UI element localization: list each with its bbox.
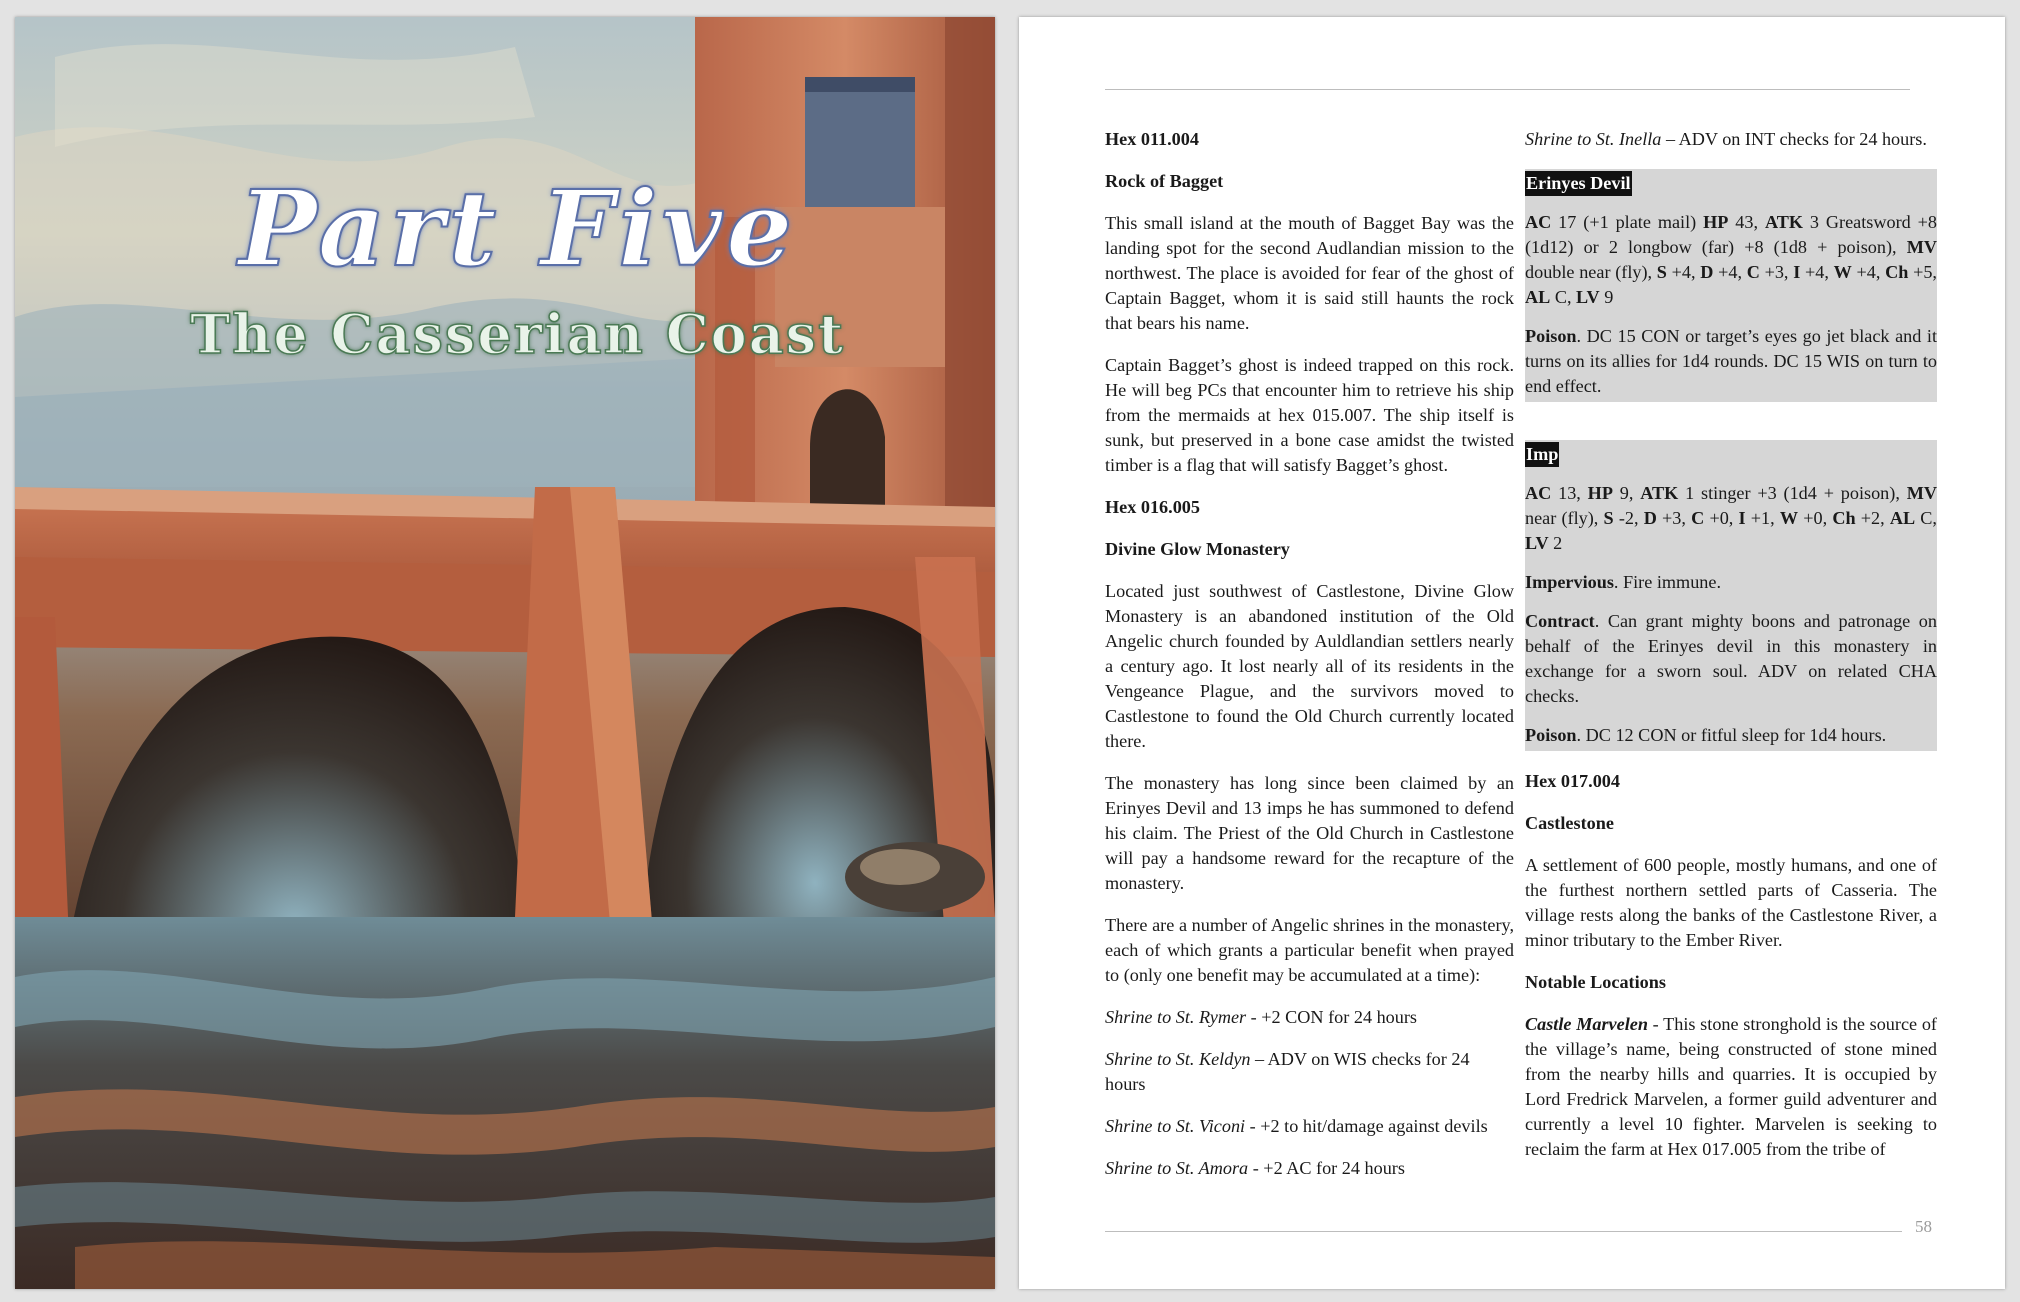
statblock-stats xyxy=(1525,481,1937,556)
chapter-cover-page xyxy=(15,17,995,1289)
stat-label: D xyxy=(1700,262,1714,282)
stat-label: S xyxy=(1656,262,1667,282)
stat-value: +0, xyxy=(1704,508,1739,528)
stat-value: -2, xyxy=(1613,508,1644,528)
ability-name: Contract xyxy=(1525,611,1595,631)
section-heading: Notable Locations xyxy=(1525,972,1666,992)
stat-label: S xyxy=(1603,508,1614,528)
stat-label: D xyxy=(1643,508,1657,528)
shrine-name: Shrine to St. Amora xyxy=(1105,1158,1249,1178)
stat-value: 1 stinger +3 (1d4 + poison), xyxy=(1678,483,1907,503)
footer-rule xyxy=(1105,1231,1902,1232)
location-name: Castle Marvelen xyxy=(1525,1014,1648,1034)
stat-value: +0, xyxy=(1798,508,1833,528)
text-column-left xyxy=(1105,127,1514,1198)
ability-name: Impervious xyxy=(1525,572,1614,592)
stat-label: I xyxy=(1738,508,1746,528)
shrine-effect: - +2 AC for 24 hours xyxy=(1248,1158,1405,1178)
shrine-entry xyxy=(1525,127,1937,152)
stat-value: +4, xyxy=(1713,262,1747,282)
shrine-name: Shrine to St. Keldyn xyxy=(1105,1049,1251,1069)
shrine-name: Shrine to St. Inella xyxy=(1525,129,1662,149)
stat-label: I xyxy=(1793,262,1801,282)
chapter-subtitle: The Casserian Coast xyxy=(189,302,846,366)
stat-value: +3, xyxy=(1759,262,1794,282)
stat-value: 2 xyxy=(1548,533,1563,553)
hex-heading: Hex 017.004 xyxy=(1525,771,1620,791)
shrine-entry xyxy=(1105,1156,1514,1181)
spacer xyxy=(1525,420,1937,440)
shrine-effect: - +2 to hit/damage against devils xyxy=(1245,1116,1488,1136)
stat-label: C xyxy=(1691,508,1705,528)
statblock-ability xyxy=(1525,609,1937,709)
stat-value: +4, xyxy=(1800,262,1834,282)
statblock-ability xyxy=(1525,723,1937,748)
paragraph: There are a number of Angelic shrines in the monastery, each of which grants a particular benefit when prayed to (only one benefit may be accumulated at a time): xyxy=(1105,915,1514,985)
stat-label: AL xyxy=(1525,287,1551,307)
statblock-ability xyxy=(1525,324,1937,399)
ability-text: . DC 15 CON or target’s eyes go jet black and it turns on its allies for 1d4 rounds. DC 15 WIS on turn to end effect. xyxy=(1525,326,1937,396)
header-rule xyxy=(1105,89,1910,90)
stat-label: MV xyxy=(1906,483,1938,503)
stat-label: LV xyxy=(1576,287,1600,307)
stat-label: W xyxy=(1779,508,1799,528)
page-number: 58 xyxy=(1915,1217,1932,1236)
stat-label: LV xyxy=(1525,533,1549,553)
stat-label: HP xyxy=(1587,483,1613,503)
hex-heading: Hex 011.004 xyxy=(1105,129,1199,149)
paragraph xyxy=(1525,1012,1937,1162)
paragraph: Captain Bagget’s ghost is indeed trapped on this rock. He will beg PCs that encounter him to retrieve his ship from the mermaids at hex 015.007. The ship itself is sunk, but preserved in a bone case amidst the twisted timber is a flag that will satisfy Bagget’s ghost. xyxy=(1105,355,1514,475)
location-title: Rock of Bagget xyxy=(1105,171,1224,191)
stat-value: 9 xyxy=(1599,287,1614,307)
stat-value: +3, xyxy=(1656,508,1692,528)
chapter-title: Part Five xyxy=(238,167,797,290)
statblock-title: Erinyes Devil xyxy=(1525,171,1632,196)
stat-value: +2, xyxy=(1855,508,1890,528)
stat-value: +1, xyxy=(1745,508,1780,528)
statblock-title: Imp xyxy=(1525,442,1559,467)
stat-value: +4, xyxy=(1666,262,1701,282)
stat-label: ATK xyxy=(1764,212,1803,232)
ability-name: Poison xyxy=(1525,326,1577,346)
shrine-effect: – ADV on INT checks for 24 hours. xyxy=(1661,129,1927,149)
stat-label: Ch xyxy=(1885,262,1909,282)
ability-name: Poison xyxy=(1525,725,1577,745)
stat-label: C xyxy=(1746,262,1760,282)
stat-label: AL xyxy=(1889,508,1916,528)
statblock-stats xyxy=(1525,210,1937,310)
statblock-ability xyxy=(1525,570,1937,595)
shrine-name: Shrine to St. Viconi xyxy=(1105,1116,1246,1136)
stat-value: C, xyxy=(1550,287,1577,307)
shrine-name: Shrine to St. Rymer xyxy=(1105,1007,1247,1027)
location-description: - This stone stronghold is the source of the village’s name, being constructed of stone mined from the nearby hills and quarries. It is occupied by Lord Fredrick Marvelen, a former guild adventurer and currently a level 10 fighter. Marvelen is seeking to reclaim the farm at Hex 017.005 from the tribe of xyxy=(1525,1014,1937,1159)
stat-label: Ch xyxy=(1832,508,1856,528)
shrine-entry xyxy=(1105,1047,1514,1097)
stat-label: AC xyxy=(1525,212,1552,232)
statblock-erinyes-devil xyxy=(1525,169,1937,402)
stat-label: W xyxy=(1833,262,1852,282)
ability-text: . Can grant mighty boons and patronage on behalf of the Erinyes devil in this monastery in exchange for a sworn soul. ADV on related CHA checks. xyxy=(1525,611,1937,706)
stat-label: HP xyxy=(1703,212,1729,232)
stat-value: 17 (+1 plate mail) xyxy=(1551,212,1704,232)
text-page xyxy=(1019,17,2005,1289)
stat-value: C, xyxy=(1915,508,1937,528)
location-title: Divine Glow Monastery xyxy=(1105,539,1290,559)
stat-label: ATK xyxy=(1640,483,1679,503)
shrine-effect: – ADV on WIS checks for 24 hours xyxy=(1105,1049,1470,1094)
stat-label: AC xyxy=(1525,483,1552,503)
ability-text: . Fire immune. xyxy=(1613,572,1722,592)
shrine-entry xyxy=(1105,1005,1514,1030)
paragraph: The monastery has long since been claimed by an Erinyes Devil and 13 imps he has summoned to defend his claim. The Priest of the Old Church in Castlestone will pay a handsome reward for the recapture of the monastery. xyxy=(1105,773,1514,893)
stat-value: 13, xyxy=(1551,483,1588,503)
paragraph: A settlement of 600 people, mostly humans, and one of the furthest northern settled parts of Casseria. The village rests along the banks of the Castlestone River, a minor tributary to the Ember River. xyxy=(1525,855,1937,950)
stat-value: +5, xyxy=(1908,262,1937,282)
text-column-right xyxy=(1525,127,1937,1179)
paragraph: Located just southwest of Castlestone, Divine Glow Monastery is an abandoned institution of the Old Angelic church founded by Auldlandian settlers nearly a century ago. It lost nearly all of its residents in the Vengeance Plague, and the survivors moved to Castlestone to found the Old Church currently located there. xyxy=(1105,581,1514,751)
shrine-effect: - +2 CON for 24 hours xyxy=(1246,1007,1418,1027)
stat-value: near (fly), xyxy=(1525,508,1604,528)
stat-value: 43, xyxy=(1728,212,1765,232)
shrine-entry xyxy=(1105,1114,1514,1139)
hex-heading: Hex 016.005 xyxy=(1105,497,1200,517)
stat-label: MV xyxy=(1906,237,1937,257)
ability-text: . DC 12 CON or fitful sleep for 1d4 hours. xyxy=(1576,725,1887,745)
stat-value: 9, xyxy=(1612,483,1641,503)
stat-value: double near (fly), xyxy=(1525,262,1657,282)
stat-value: 3 Greatsword +8 (1d12) or 2 longbow (far) +8 (1d8 + poison), xyxy=(1525,212,1937,257)
location-title: Castlestone xyxy=(1525,813,1614,833)
paragraph: This small island at the mouth of Bagget Bay was the landing spot for the second Audlandian mission to the northwest. The place is avoided for fear of the ghost of Captain Bagget, whom it is said still haunts the rock that bears his name. xyxy=(1105,213,1514,333)
statblock-imp xyxy=(1525,440,1937,751)
stat-value: +4, xyxy=(1851,262,1886,282)
